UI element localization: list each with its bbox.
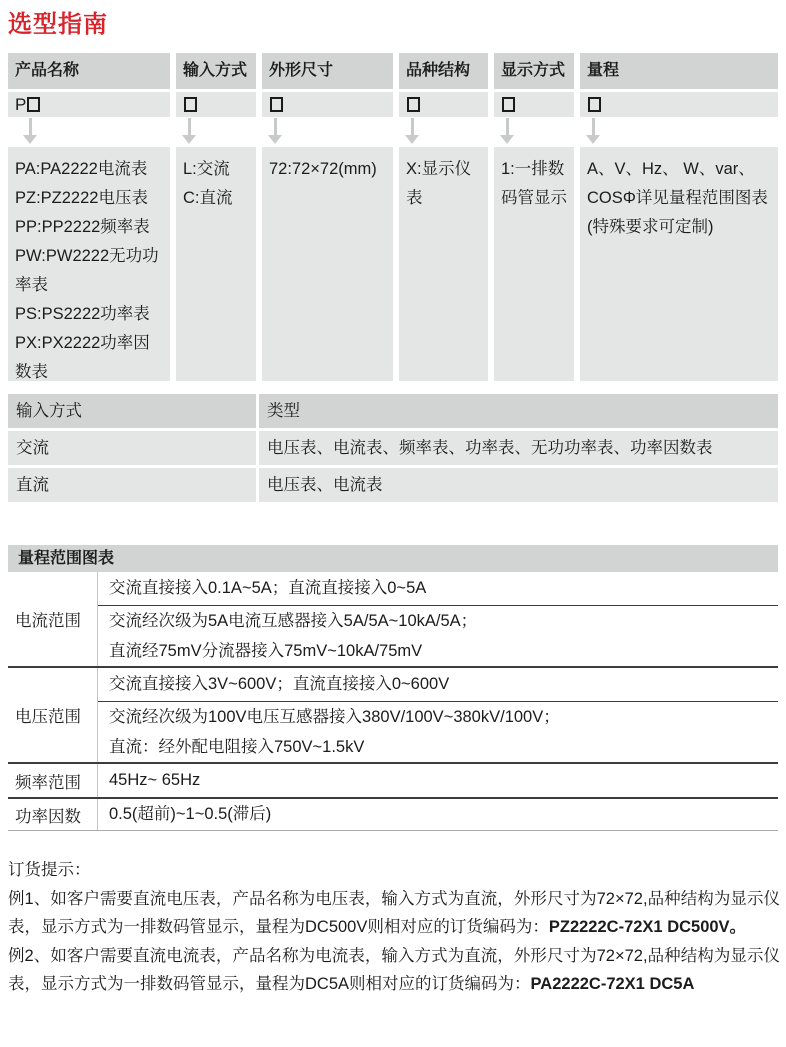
option-item: C:直流 xyxy=(183,189,233,207)
option-item: A、V、Hz、 W、var、COSΦ详见量程范围图表(特殊要求可定制) xyxy=(587,160,768,236)
range-line: 直流经75mV分流器接入75mV~10kA/75mV xyxy=(109,642,423,660)
code-cell xyxy=(580,92,778,117)
checkbox-icon xyxy=(270,97,283,112)
option-item: X:显示仪表 xyxy=(406,160,472,207)
group-label: 电流范围 xyxy=(8,572,98,666)
header-cell: 类型 xyxy=(259,394,778,428)
group-rows xyxy=(98,799,778,830)
group-label: 频率范围 xyxy=(8,764,98,797)
selector-column-dimensions xyxy=(262,53,393,381)
range-row: 0.5(超前)~1~0.5(滞后) xyxy=(109,805,272,823)
down-arrow-icon xyxy=(182,118,196,144)
order-example-1 xyxy=(8,885,780,942)
range-group-frequency xyxy=(8,764,778,799)
column-header: 产品名称 xyxy=(8,53,170,89)
ordering-notes xyxy=(8,856,780,999)
row-label: 直流 xyxy=(8,468,256,502)
column-options xyxy=(262,147,393,381)
range-group-current xyxy=(8,572,778,668)
option-item: L:交流 xyxy=(183,160,230,178)
option-item: PS:PS2222功率表 xyxy=(15,305,150,323)
range-group-voltage xyxy=(8,668,778,764)
option-item: 1:一排数码管显示 xyxy=(501,160,567,207)
down-arrow-icon xyxy=(500,118,514,144)
option-item: PP:PP2222频率表 xyxy=(15,218,150,236)
order-example-2 xyxy=(8,942,780,999)
code-cell xyxy=(399,92,488,117)
column-header: 显示方式 xyxy=(494,53,574,89)
option-item: 72:72×72(mm) xyxy=(269,160,377,178)
column-options xyxy=(8,147,170,381)
range-line: 交流经次级为100V电压互感器接入380V/100V~380kV/100V； xyxy=(109,708,560,726)
arrow-zone xyxy=(494,117,574,147)
option-item: PZ:PZ2222电压表 xyxy=(15,189,148,207)
table-header-row xyxy=(8,394,778,428)
column-options xyxy=(580,147,778,381)
example-text: 例2、如客户需要直流电流表，产品名称为电流表，输入方式为直流，外形尺寸为72×72,品种结构为显示仪表，显示方式为一排数码管显示，量程为DC5A则相对应的订货编码为： xyxy=(8,946,780,993)
row-label: 交流 xyxy=(8,431,256,465)
order-note-heading: 订货提示： xyxy=(8,861,91,879)
checkbox-icon xyxy=(502,97,515,112)
row-value: 电压表、电流表、频率表、功率表、无功功率表、功率因数表 xyxy=(259,431,778,465)
range-row: 45Hz~ 65Hz xyxy=(109,771,201,789)
down-arrow-icon xyxy=(405,118,419,144)
down-arrow-icon xyxy=(23,118,37,144)
example-text: 例1、如客户需要直流电压表，产品名称为电压表，输入方式为直流，外形尺寸为72×72,品种结构为显示仪表，显示方式为一排数码管显示，量程为DC500V则相对应的订货编码为： xyxy=(8,889,780,936)
option-item: PX:PX2222功率因数表 xyxy=(15,334,150,381)
selector-column-display-mode xyxy=(494,53,574,381)
range-table-title: 量程范围图表 xyxy=(8,545,778,572)
range-row xyxy=(98,605,778,666)
checkbox-icon xyxy=(27,97,40,112)
group-label: 电压范围 xyxy=(8,668,98,762)
column-header: 量程 xyxy=(580,53,778,89)
header-cell: 输入方式 xyxy=(8,394,256,428)
range-group-power-factor xyxy=(8,799,778,831)
order-code: PZ2222C-72X1 DC500V。 xyxy=(548,918,747,936)
option-item: PA:PA2222电流表 xyxy=(15,160,148,178)
group-rows xyxy=(98,764,778,797)
selector-table xyxy=(8,53,778,381)
column-options xyxy=(399,147,488,381)
column-header: 输入方式 xyxy=(176,53,256,89)
down-arrow-icon xyxy=(586,118,600,144)
selector-column-input-mode xyxy=(176,53,256,381)
down-arrow-icon xyxy=(268,118,282,144)
group-label: 功率因数 xyxy=(8,799,98,830)
arrow-zone xyxy=(580,117,778,147)
selector-column-product-name xyxy=(8,53,170,381)
code-cell xyxy=(262,92,393,117)
column-options xyxy=(494,147,574,381)
range-row: 交流直接接入0.1A~5A；直流直接接入0~5A xyxy=(109,579,427,597)
table-row xyxy=(8,431,778,465)
range-line: 直流：经外配电阻接入750V~1.5kV xyxy=(109,738,365,756)
column-options xyxy=(176,147,256,381)
range-line: 交流经次级为5A电流互感器接入5A/5A~10kA/5A； xyxy=(109,612,478,630)
range-table xyxy=(8,572,778,831)
group-rows xyxy=(98,668,778,762)
selector-column-structure xyxy=(399,53,488,381)
arrow-zone xyxy=(262,117,393,147)
group-rows xyxy=(98,572,778,666)
table-row xyxy=(8,468,778,502)
range-row xyxy=(98,701,778,762)
column-header: 外形尺寸 xyxy=(262,53,393,89)
code-cell xyxy=(494,92,574,117)
checkbox-icon xyxy=(588,97,601,112)
selector-column-range xyxy=(580,53,778,381)
code-prefix: P xyxy=(15,95,27,114)
column-header: 品种结构 xyxy=(399,53,488,89)
code-cell xyxy=(8,92,170,117)
arrow-zone xyxy=(399,117,488,147)
input-type-table xyxy=(8,394,778,502)
page-title: 选型指南 xyxy=(8,11,108,38)
range-row: 交流直接接入3V~600V；直流直接接入0~600V xyxy=(109,675,450,693)
order-code: PA2222C-72X1 DC5A xyxy=(530,975,695,993)
checkbox-icon xyxy=(184,97,197,112)
arrow-zone xyxy=(8,117,170,147)
checkbox-icon xyxy=(407,97,420,112)
code-cell xyxy=(176,92,256,117)
arrow-zone xyxy=(176,117,256,147)
option-item: PW:PW2222无功功率表 xyxy=(15,247,159,294)
row-value: 电压表、电流表 xyxy=(259,468,778,502)
